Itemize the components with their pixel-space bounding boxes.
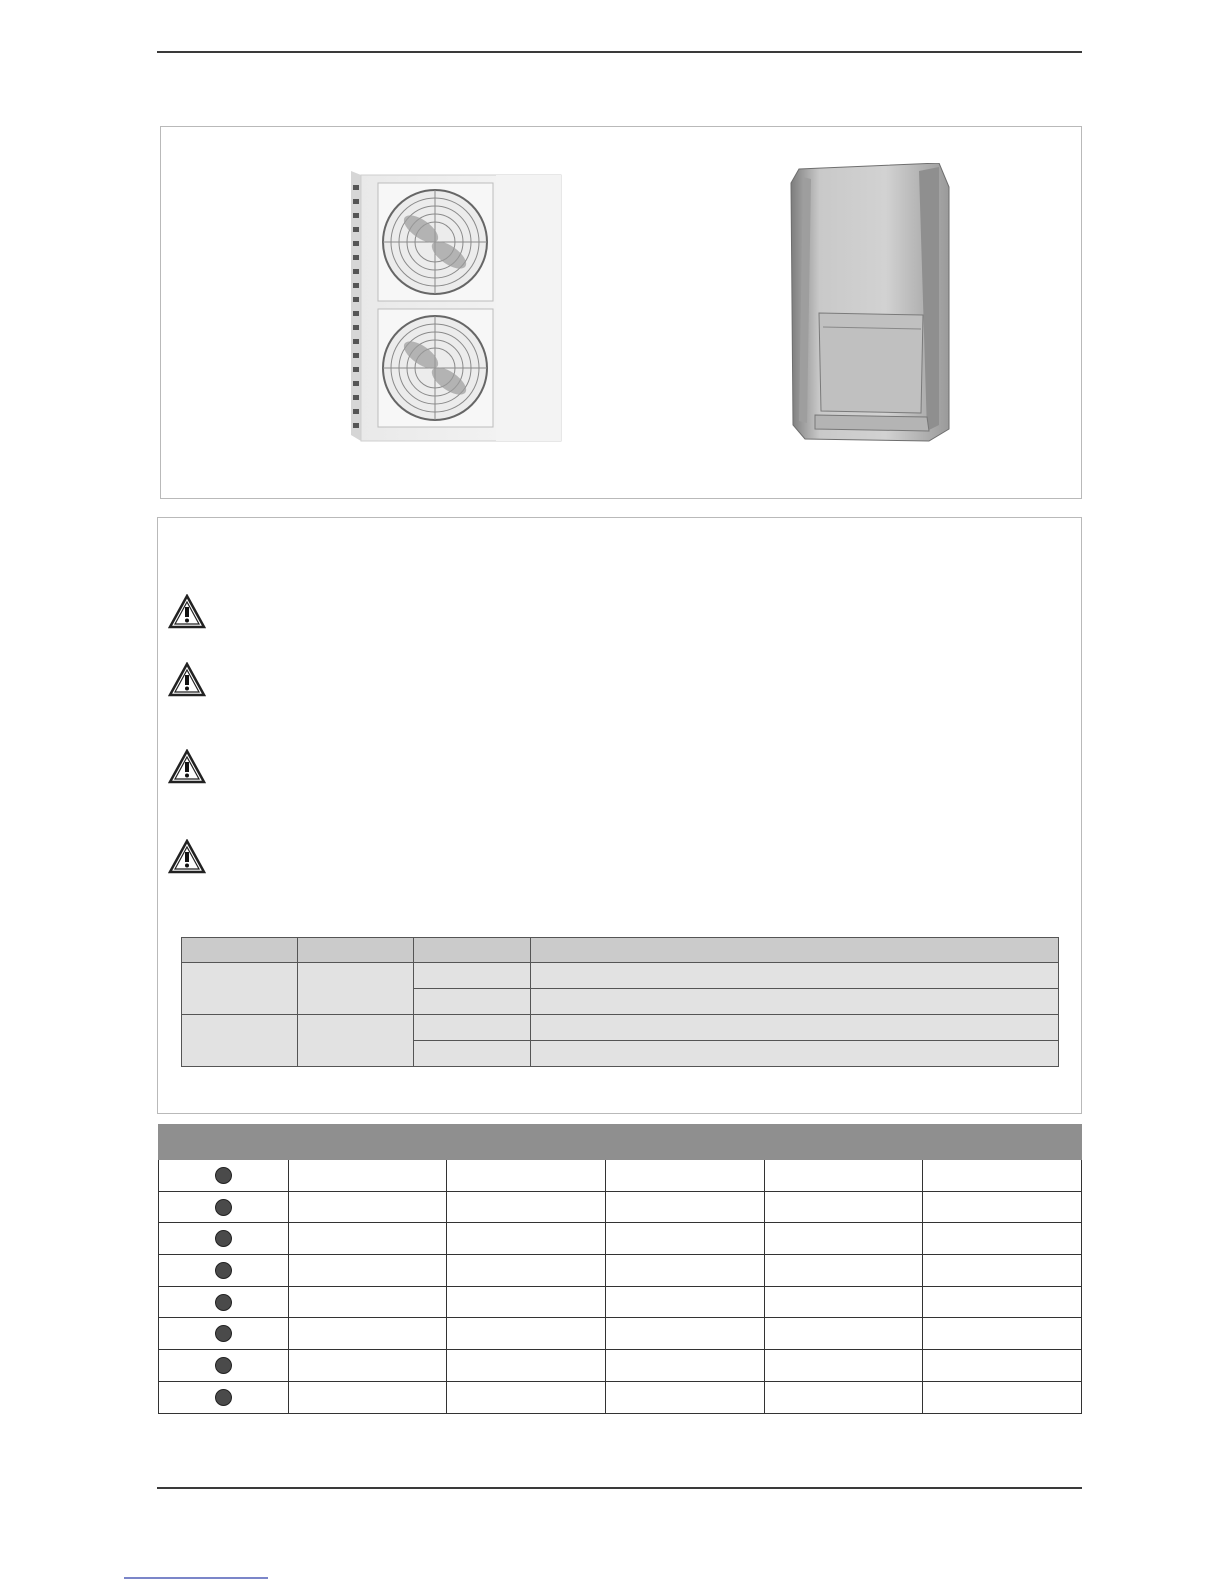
spec-cell: [289, 1223, 447, 1255]
bullet-cell: [159, 1381, 289, 1413]
model-header-cell: [182, 938, 298, 963]
spec-cell: [606, 1191, 765, 1223]
spec-cell: [447, 1350, 606, 1382]
spec-cell: [923, 1191, 1082, 1223]
spec-cell: [606, 1255, 765, 1287]
bullet-dot-icon: [215, 1357, 232, 1374]
model-cell: [298, 963, 414, 1015]
header-rule: [157, 51, 1082, 53]
spec-cell: [765, 1223, 923, 1255]
spec-cell: [606, 1160, 765, 1192]
table-row: [159, 1255, 1082, 1287]
spec-cell: [289, 1286, 447, 1318]
spec-header-cell: [606, 1125, 765, 1160]
bullet-cell: [159, 1160, 289, 1192]
footer-rule: [157, 1487, 1082, 1489]
spec-cell: [447, 1223, 606, 1255]
model-cell: [182, 1015, 298, 1067]
warning-triangle-icon: [168, 594, 206, 630]
spec-cell: [606, 1381, 765, 1413]
table-row: [159, 1191, 1082, 1223]
bullet-dot-icon: [215, 1389, 232, 1406]
spec-cell: [289, 1318, 447, 1350]
spec-cell: [289, 1350, 447, 1382]
specification-table: [158, 1124, 1082, 1414]
spec-cell: [447, 1381, 606, 1413]
bullet-dot-icon: [215, 1262, 232, 1279]
spec-cell: [765, 1255, 923, 1287]
spec-cell: [765, 1381, 923, 1413]
footer-link-underline[interactable]: [124, 1577, 268, 1579]
spec-cell: [765, 1350, 923, 1382]
spec-cell: [606, 1286, 765, 1318]
spec-cell: [923, 1381, 1082, 1413]
model-header-cell: [531, 938, 1059, 963]
bullet-dot-icon: [215, 1230, 232, 1247]
model-table-row: [182, 1015, 1059, 1041]
model-table: [181, 937, 1059, 1067]
bullet-dot-icon: [215, 1167, 232, 1184]
model-cell: [414, 989, 531, 1015]
table-row: [159, 1286, 1082, 1318]
spec-cell: [765, 1191, 923, 1223]
model-cell: [531, 1015, 1059, 1041]
spec-cell: [606, 1318, 765, 1350]
model-cell: [531, 989, 1059, 1015]
model-header-cell: [414, 938, 531, 963]
model-table-row: [182, 963, 1059, 989]
spec-header-cell: [159, 1125, 289, 1160]
model-cell: [182, 963, 298, 1015]
model-header-cell: [298, 938, 414, 963]
spec-cell: [923, 1255, 1082, 1287]
bullet-dot-icon: [215, 1325, 232, 1342]
safety-and-models-panel: [157, 517, 1082, 1114]
spec-header-cell: [447, 1125, 606, 1160]
spec-cell: [289, 1191, 447, 1223]
table-row: [159, 1223, 1082, 1255]
bullet-dot-icon: [215, 1294, 232, 1311]
spec-cell: [923, 1160, 1082, 1192]
model-cell: [531, 963, 1059, 989]
bullet-cell: [159, 1286, 289, 1318]
spec-header-cell: [765, 1125, 923, 1160]
bullet-dot-icon: [215, 1199, 232, 1216]
spec-table-header: [159, 1125, 1082, 1160]
table-row: [159, 1350, 1082, 1382]
spec-cell: [447, 1255, 606, 1287]
model-table-header: [182, 938, 1059, 963]
model-cell: [298, 1015, 414, 1067]
table-row: [159, 1381, 1082, 1413]
spec-cell: [289, 1160, 447, 1192]
warning-triangle-icon: [168, 662, 206, 698]
spec-cell: [447, 1286, 606, 1318]
spec-cell: [765, 1286, 923, 1318]
spec-cell: [289, 1255, 447, 1287]
spec-cell: [923, 1318, 1082, 1350]
bullet-cell: [159, 1350, 289, 1382]
spec-cell: [447, 1191, 606, 1223]
spec-cell: [923, 1286, 1082, 1318]
bullet-cell: [159, 1191, 289, 1223]
bullet-cell: [159, 1318, 289, 1350]
table-row: [159, 1160, 1082, 1192]
warning-triangle-icon: [168, 749, 206, 785]
model-cell: [414, 963, 531, 989]
spec-cell: [923, 1350, 1082, 1382]
spec-cell: [447, 1318, 606, 1350]
product-photo-frame: [160, 126, 1082, 499]
spec-header-cell: [923, 1125, 1082, 1160]
spec-cell: [765, 1318, 923, 1350]
outdoor-unit-image: [351, 171, 565, 446]
model-cell: [414, 1015, 531, 1041]
spec-cell: [923, 1223, 1082, 1255]
spec-cell: [606, 1350, 765, 1382]
model-cell: [531, 1041, 1059, 1067]
table-row: [159, 1318, 1082, 1350]
bullet-cell: [159, 1255, 289, 1287]
spec-cell: [606, 1223, 765, 1255]
spec-cell: [765, 1160, 923, 1192]
model-cell: [414, 1041, 531, 1067]
spec-header-cell: [289, 1125, 447, 1160]
bullet-cell: [159, 1223, 289, 1255]
spec-cell: [289, 1381, 447, 1413]
spec-cell: [447, 1160, 606, 1192]
warning-triangle-icon: [168, 839, 206, 875]
indoor-unit-image: [789, 163, 957, 443]
